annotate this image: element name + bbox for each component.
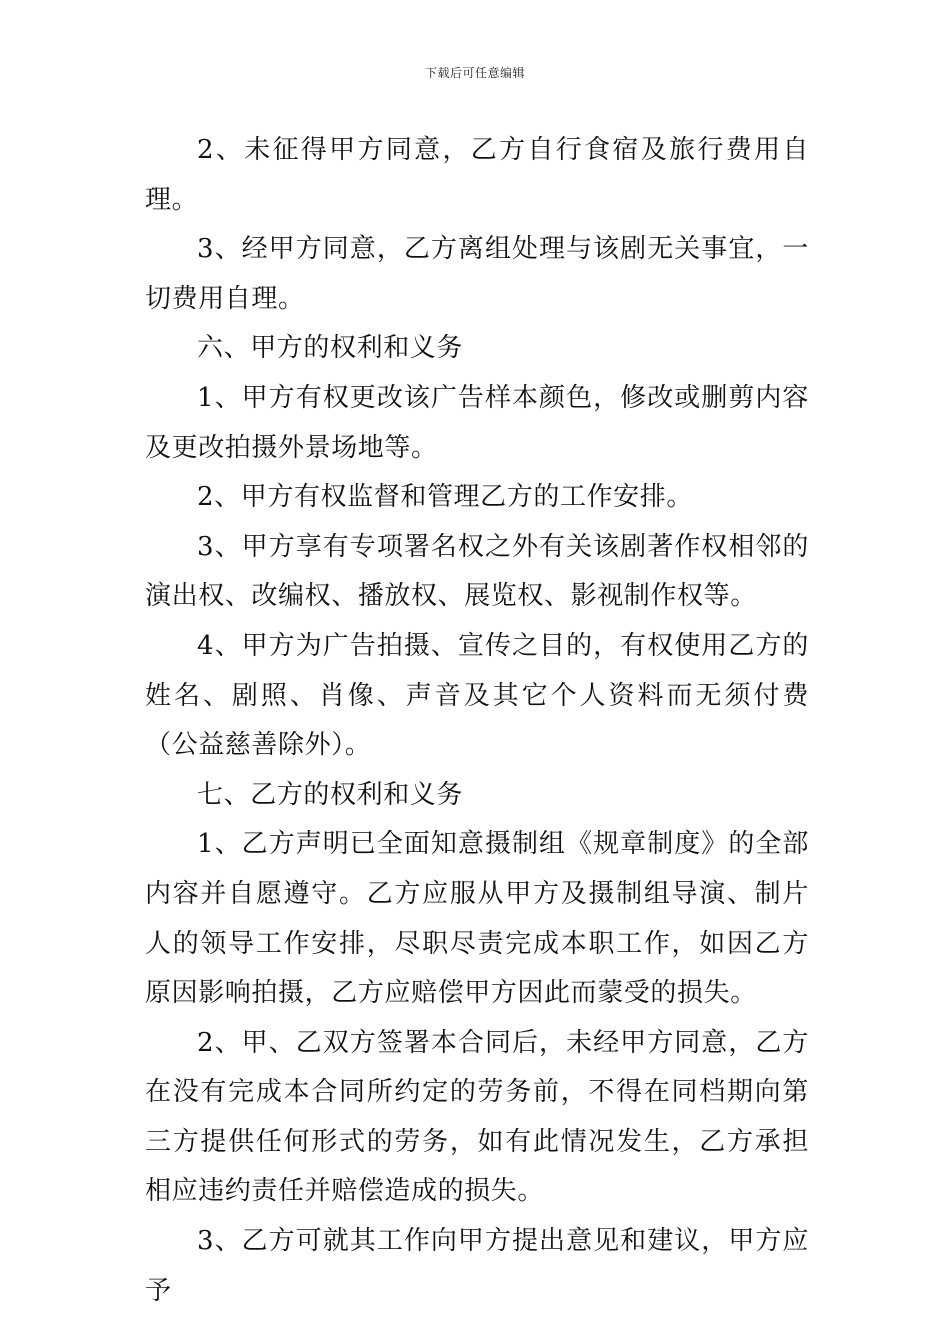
clause-a2-supervise: 2、甲方有权监督和管理乙方的工作安排。: [197, 482, 693, 513]
clause-b3-suggestions: 3、乙方可就其工作向甲方提出意见和建议，甲方应予: [145, 1226, 809, 1306]
clause-a3-copyright: 3、甲方享有专项署名权之外有关该剧著作权相邻的演出权、改编权、播放权、展览权、影视制作权等。: [145, 531, 809, 612]
clause-b1-regulations: 1、乙方声明已全面知意摄制组《规章制度》的全部内容并自愿遵守。乙方应服从甲方及摄制组导演、制片人的领导工作安排，尽职尽责完成本职工作，如因乙方原因影响拍摄，乙方应赔偿甲方因此而蒙受的损失。: [145, 829, 809, 1009]
clause-b2-exclusivity: 2、甲、乙双方签署本合同后，未经甲方同意，乙方在没有完成本合同所约定的劳务前，不得在同档期向第三方提供任何形式的劳务，如有此情况发生，乙方承担相应违约责任并赔偿造成的损失。: [145, 1027, 809, 1207]
section-heading-party-a-rights: 六、甲方的权利和义务: [197, 333, 464, 364]
clause-2-meals-travel: 2、未征得甲方同意，乙方自行食宿及旅行费用自理。: [145, 135, 809, 215]
page-header: 下载后可任意编辑: [424, 66, 525, 80]
section-heading-party-b-rights: 七、乙方的权利和义务: [197, 779, 464, 810]
document-body: [145, 126, 809, 1316]
clause-a1-modify-content: 1、甲方有权更改该广告样本颜色，修改或删剪内容及更改拍摄外景场地等。: [145, 382, 809, 463]
clause-3-leave-crew: 3、经甲方同意，乙方离组处理与该剧无关事宜，一切费用自理。: [145, 234, 809, 314]
clause-a4-personal-data: 4、甲方为广告拍摄、宣传之目的，有权使用乙方的姓名、剧照、肖像、声音及其它个人资料而无须付费（公益慈善除外）。: [145, 630, 809, 761]
